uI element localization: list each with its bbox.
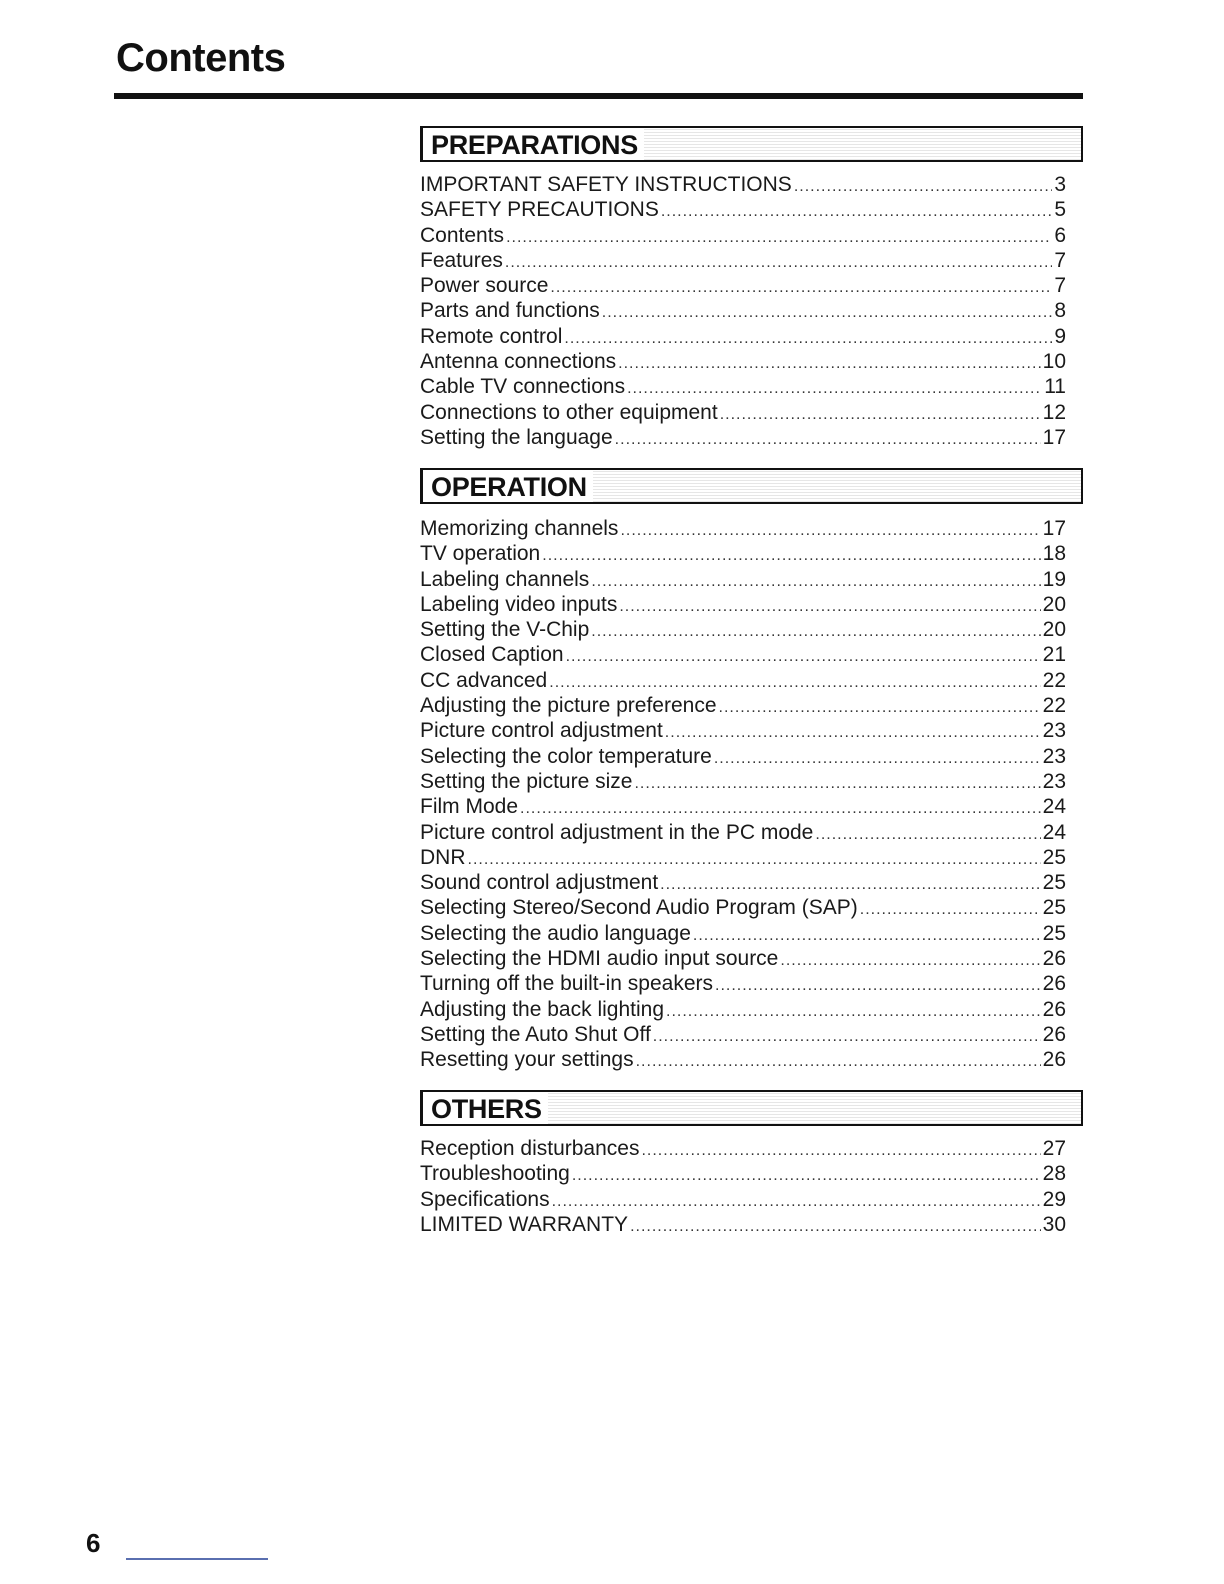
toc-entry[interactable]	[420, 567, 1066, 592]
dot-leader	[619, 594, 1040, 617]
toc-entry-page: 17	[1042, 425, 1066, 449]
toc-entry-title: Labeling video inputs	[420, 592, 618, 616]
toc-entry[interactable]	[420, 820, 1066, 845]
dot-leader	[720, 402, 1041, 425]
toc-entry-page: 23	[1042, 769, 1066, 793]
dot-leader	[630, 1214, 1041, 1237]
toc-entry-page: 19	[1042, 567, 1066, 591]
toc-entry-page: 5	[1054, 198, 1066, 222]
toc-entry[interactable]	[420, 895, 1066, 920]
toc-entry-page: 23	[1042, 719, 1066, 743]
toc-entry[interactable]	[420, 1136, 1066, 1161]
toc-entry[interactable]	[420, 425, 1066, 450]
toc-entry-title: Closed Caption	[420, 643, 564, 667]
toc-entry-title: Adjusting the picture preference	[420, 694, 717, 718]
toc-entry[interactable]	[420, 769, 1066, 794]
toc-entry-page: 18	[1042, 542, 1066, 566]
toc-entry[interactable]	[420, 642, 1066, 667]
toc-entry-title: CC advanced	[420, 668, 548, 692]
toc-entry[interactable]	[420, 1022, 1066, 1047]
dot-leader	[505, 250, 1052, 273]
dot-leader	[634, 771, 1040, 794]
toc-entry-title: Cable TV connections	[420, 375, 626, 399]
dot-leader	[693, 923, 1041, 946]
toc-entry-title: Memorizing channels	[420, 517, 619, 540]
toc-entry[interactable]	[420, 668, 1066, 693]
dot-leader	[780, 948, 1040, 971]
toc-entry-page: 30	[1042, 1212, 1066, 1236]
toc-entry[interactable]	[420, 349, 1066, 374]
toc-entry[interactable]	[420, 870, 1066, 895]
toc-entry[interactable]	[420, 718, 1066, 743]
toc-entry[interactable]	[420, 1212, 1066, 1237]
toc-entry[interactable]	[420, 248, 1066, 273]
toc-entry-title: Labeling channels	[420, 567, 590, 591]
section-operation	[420, 468, 1083, 1073]
toc-entry-title: Features	[420, 248, 503, 272]
toc-entry-page: 24	[1042, 820, 1066, 844]
dot-leader	[572, 1163, 1041, 1186]
dot-leader	[618, 351, 1040, 374]
title-rule	[114, 93, 1083, 99]
section-heading: OPERATION	[423, 470, 593, 502]
toc-entry-title: Picture control adjustment in the PC mode	[420, 820, 814, 844]
dot-leader	[591, 619, 1040, 642]
toc-entry-title: IMPORTANT SAFETY INSTRUCTIONS	[420, 173, 792, 196]
toc-entry-title: Parts and functions	[420, 299, 600, 323]
toc-entry-title: DNR	[420, 845, 466, 869]
toc-list-others	[420, 1136, 1083, 1237]
dot-leader	[542, 543, 1040, 566]
dot-leader	[715, 973, 1041, 996]
toc-entry-page: 21	[1042, 643, 1066, 667]
toc-entry[interactable]	[420, 1047, 1066, 1072]
toc-entry-title: Remote control	[420, 324, 563, 348]
toc-entry-title: Picture control adjustment	[420, 719, 663, 743]
toc-entry-title: Selecting the color temperature	[420, 744, 712, 768]
toc-entry[interactable]	[420, 516, 1066, 541]
dot-leader	[653, 1024, 1041, 1047]
section-header-preparations	[420, 126, 1083, 162]
toc-entry[interactable]	[420, 744, 1066, 769]
toc-entry[interactable]	[420, 324, 1066, 349]
toc-entry-page: 7	[1054, 274, 1066, 298]
toc-entry-title: Setting the V-Chip	[420, 618, 590, 642]
toc-entry-page: 29	[1042, 1187, 1066, 1211]
dot-leader	[620, 518, 1040, 541]
section-header-operation	[420, 468, 1083, 504]
toc-entry-title: Reception disturbances	[420, 1137, 640, 1160]
dot-leader	[815, 822, 1040, 845]
toc-entry-title: Setting the language	[420, 425, 613, 449]
toc-entry[interactable]	[420, 172, 1066, 197]
toc-entry-title: Connections to other equipment	[420, 400, 718, 424]
toc-entry-page: 3	[1054, 173, 1066, 196]
toc-entry-page: 25	[1042, 845, 1066, 869]
toc-entry-title: Turning off the built-in speakers	[420, 972, 713, 996]
toc-entry-title: Specifications	[420, 1187, 550, 1211]
toc-entry-page: 6	[1054, 223, 1066, 247]
toc-entry-page: 22	[1042, 668, 1066, 692]
toc-entry[interactable]	[420, 794, 1066, 819]
toc-entry[interactable]	[420, 971, 1066, 996]
toc-list-preparations	[420, 172, 1083, 450]
toc-entry[interactable]	[420, 921, 1066, 946]
toc-entry[interactable]	[420, 845, 1066, 870]
toc-entry[interactable]	[420, 592, 1066, 617]
toc-entry[interactable]	[420, 400, 1066, 425]
toc-entry[interactable]	[420, 617, 1066, 642]
dot-leader	[591, 569, 1040, 592]
toc-entry-page: 11	[1044, 375, 1066, 399]
toc-entry-page: 10	[1042, 350, 1066, 374]
toc-entry[interactable]	[420, 946, 1066, 971]
toc-entry-title: LIMITED WARRANTY	[420, 1212, 629, 1236]
dot-leader	[661, 199, 1052, 222]
toc-list-operation	[420, 516, 1083, 1073]
toc-entry-title: SAFETY PRECAUTIONS	[420, 198, 659, 222]
toc-entry-page: 26	[1042, 972, 1066, 996]
dot-leader	[566, 644, 1041, 667]
section-heading: PREPARATIONS	[423, 128, 644, 160]
toc-entry-page: 26	[1042, 1048, 1066, 1072]
toc-entry-page: 26	[1042, 997, 1066, 1021]
page-number: 6	[86, 1528, 101, 1558]
toc-entry-title: Selecting the HDMI audio input source	[420, 947, 779, 971]
toc-entry[interactable]	[420, 1187, 1066, 1212]
dot-leader	[602, 300, 1053, 323]
toc-entry[interactable]	[420, 273, 1066, 298]
dot-leader	[520, 796, 1041, 819]
dot-leader	[627, 376, 1042, 399]
toc-entry-page: 24	[1042, 795, 1066, 819]
section-others	[420, 1090, 1083, 1237]
dot-leader	[552, 1189, 1041, 1212]
toc-entry-title: Resetting your settings	[420, 1048, 634, 1072]
toc-entry-page: 22	[1042, 694, 1066, 718]
toc-entry[interactable]	[420, 374, 1066, 399]
toc-entry-page: 25	[1042, 921, 1066, 945]
dot-leader	[794, 174, 1052, 197]
toc-entry-title: Antenna connections	[420, 350, 617, 374]
toc-entry[interactable]	[420, 1161, 1066, 1186]
toc-entry-title: Contents	[420, 223, 505, 247]
toc-entry-page: 26	[1042, 1022, 1066, 1046]
toc-entry[interactable]	[420, 997, 1066, 1022]
dot-leader	[666, 999, 1041, 1022]
toc-entry-page: 27	[1042, 1137, 1066, 1160]
toc-entry-page: 28	[1042, 1162, 1066, 1186]
toc-entry-page: 8	[1054, 299, 1066, 323]
dot-leader	[665, 720, 1041, 743]
dot-leader	[468, 847, 1041, 870]
section-preparations	[420, 126, 1083, 450]
toc-entry[interactable]	[420, 541, 1066, 566]
toc-entry-title: Selecting the audio language	[420, 921, 691, 945]
toc-entry-title: Setting the Auto Shut Off	[420, 1022, 651, 1046]
toc-entry-page: 26	[1042, 947, 1066, 971]
toc-entry-page: 12	[1042, 400, 1066, 424]
section-header-others	[420, 1090, 1083, 1126]
toc-entry[interactable]	[420, 223, 1066, 248]
dot-leader	[641, 1138, 1040, 1161]
toc-entry[interactable]	[420, 197, 1066, 222]
toc-entry-title: Troubleshooting	[420, 1162, 570, 1186]
toc-entry-page: 17	[1042, 517, 1066, 540]
dot-leader	[860, 897, 1041, 920]
dot-leader	[549, 670, 1040, 693]
toc-entry[interactable]	[420, 693, 1066, 718]
toc-entry-title: Selecting Stereo/Second Audio Program (SAP)	[420, 896, 858, 920]
toc-entry-title: TV operation	[420, 542, 541, 566]
toc-entry-page: 23	[1042, 744, 1066, 768]
toc-entry-page: 20	[1042, 618, 1066, 642]
dot-leader	[564, 326, 1052, 349]
toc-entry-page: 25	[1042, 896, 1066, 920]
toc-entry-page: 7	[1054, 248, 1066, 272]
dot-leader	[719, 695, 1041, 718]
toc-entry-title: Adjusting the back lighting	[420, 997, 664, 1021]
dot-leader	[714, 746, 1041, 769]
footer-rule	[126, 1558, 268, 1560]
toc-entry[interactable]	[420, 298, 1066, 323]
dot-leader	[636, 1049, 1041, 1072]
toc-entry-title: Setting the picture size	[420, 769, 633, 793]
section-heading: OTHERS	[423, 1092, 548, 1124]
toc-entry-page: 25	[1042, 871, 1066, 895]
dot-leader	[550, 275, 1052, 298]
dot-leader	[506, 225, 1052, 248]
dot-leader	[660, 872, 1040, 895]
toc-entry-title: Power source	[420, 274, 549, 298]
toc-entry-page: 9	[1054, 324, 1066, 348]
toc-entry-title: Sound control adjustment	[420, 871, 659, 895]
dot-leader	[615, 427, 1041, 450]
toc-entry-title: Film Mode	[420, 795, 519, 819]
page-title: Contents	[116, 36, 286, 80]
toc-entry-page: 20	[1042, 592, 1066, 616]
